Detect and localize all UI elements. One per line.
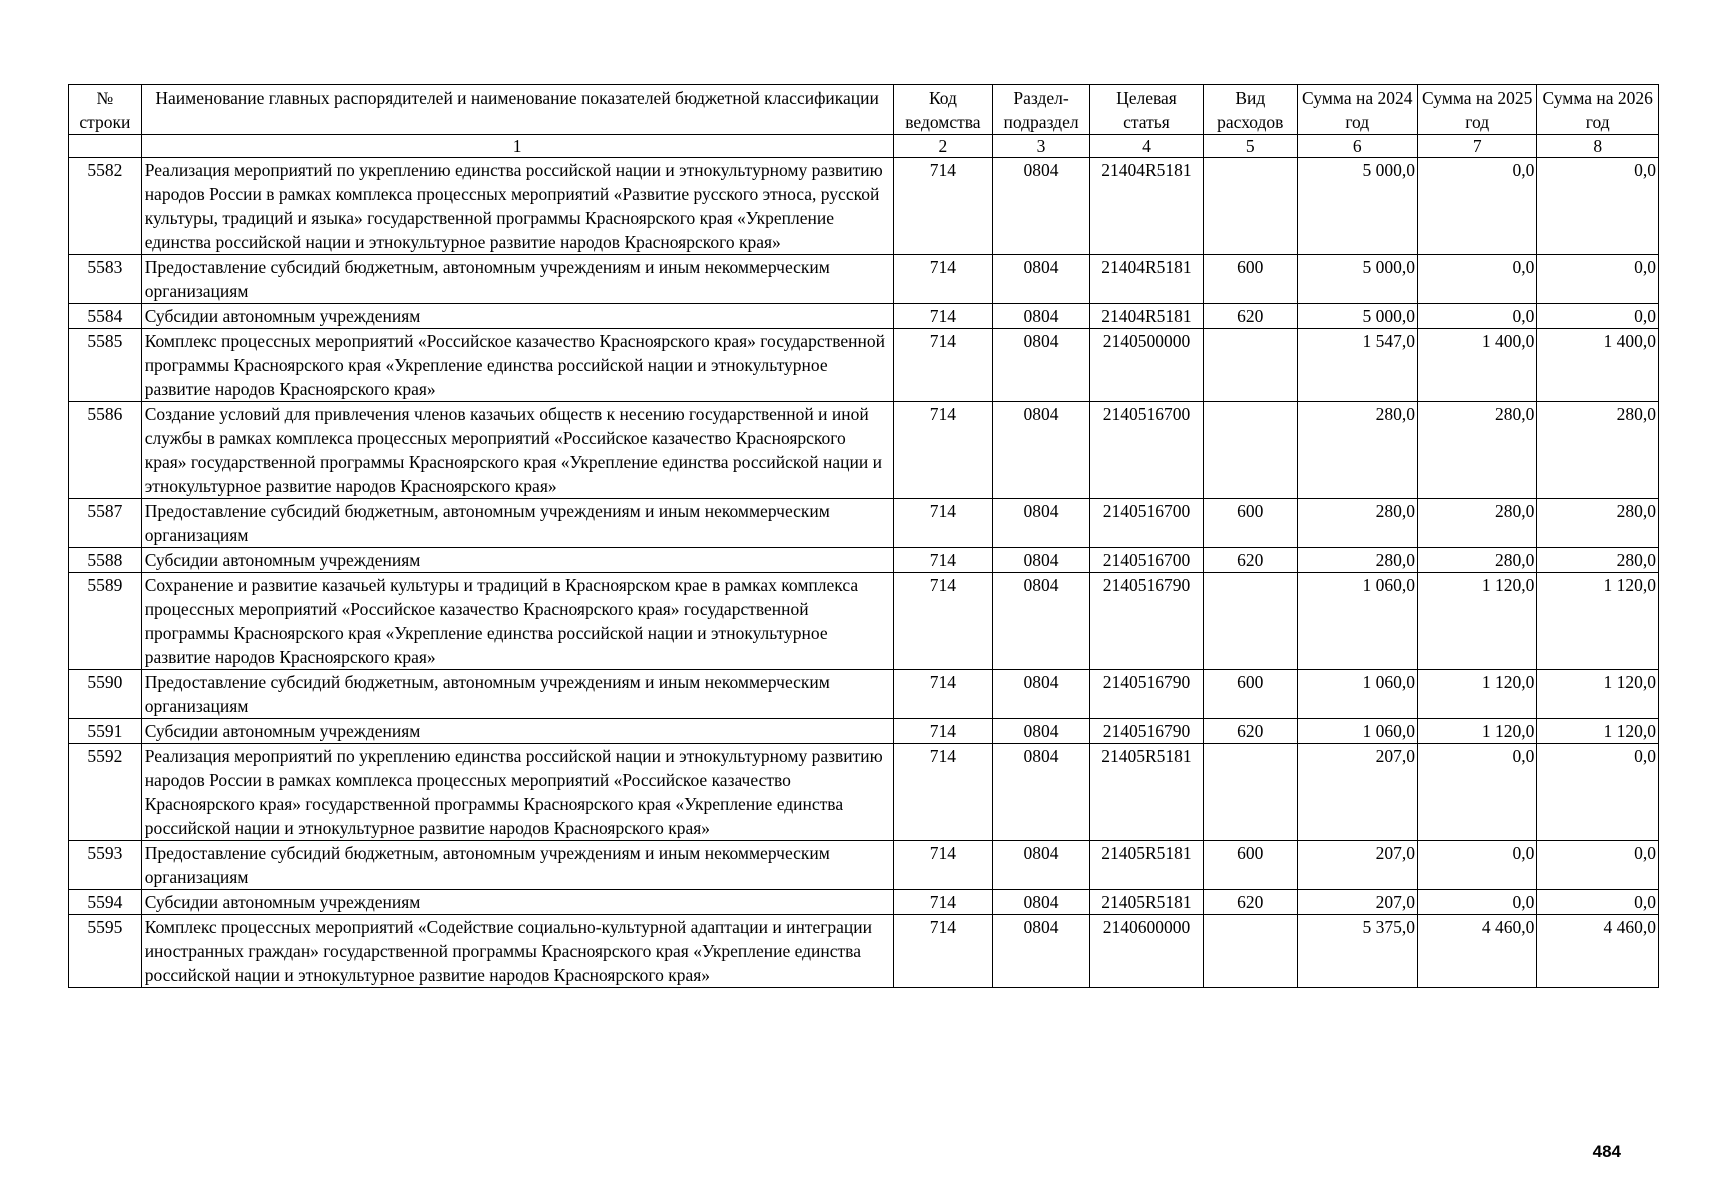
table-row bbox=[69, 744, 1659, 841]
sum-2025: 0,0 bbox=[1418, 744, 1537, 841]
section-code: 0804 bbox=[993, 573, 1090, 670]
sum-2025: 1 120,0 bbox=[1418, 719, 1537, 744]
target-article: 2140516790 bbox=[1089, 719, 1203, 744]
expense-type: 600 bbox=[1204, 499, 1297, 548]
sum-2025: 0,0 bbox=[1418, 890, 1537, 915]
table-row bbox=[69, 915, 1659, 988]
page-number: 484 bbox=[1592, 1142, 1621, 1161]
sum-2024: 280,0 bbox=[1297, 548, 1417, 573]
row-name: Предоставление субсидий бюджетным, автономным учреждениям и иным некоммерческим организациям bbox=[141, 255, 893, 304]
expense-type bbox=[1204, 915, 1297, 988]
section-code: 0804 bbox=[993, 670, 1090, 719]
sum-2024: 5 375,0 bbox=[1297, 915, 1417, 988]
sum-2025: 0,0 bbox=[1418, 255, 1537, 304]
expense-type: 600 bbox=[1204, 841, 1297, 890]
sum-2024: 5 000,0 bbox=[1297, 255, 1417, 304]
sum-2026: 0,0 bbox=[1537, 255, 1659, 304]
row-number: 5584 bbox=[69, 304, 142, 329]
section-code: 0804 bbox=[993, 548, 1090, 573]
target-article: 2140516700 bbox=[1089, 548, 1203, 573]
table-row bbox=[69, 499, 1659, 548]
column-number-4: 4 bbox=[1089, 135, 1203, 158]
sum-2024: 5 000,0 bbox=[1297, 158, 1417, 255]
sum-2024: 1 060,0 bbox=[1297, 670, 1417, 719]
row-number: 5590 bbox=[69, 670, 142, 719]
expense-type: 620 bbox=[1204, 548, 1297, 573]
dept-code: 714 bbox=[893, 841, 993, 890]
row-number: 5593 bbox=[69, 841, 142, 890]
expense-type bbox=[1204, 573, 1297, 670]
target-article: 2140516790 bbox=[1089, 573, 1203, 670]
sum-2025: 280,0 bbox=[1418, 402, 1537, 499]
column-number-1: 1 bbox=[141, 135, 893, 158]
section-code: 0804 bbox=[993, 841, 1090, 890]
sum-2024: 1 060,0 bbox=[1297, 573, 1417, 670]
row-name: Комплекс процессных мероприятий «Содействие социально-культурной адаптации и интеграции иностранных граждан» государственной программы Красноярского края «Укрепление единства российской нации и этнокультурное развитие народов Красноярского края» bbox=[141, 915, 893, 988]
table-row bbox=[69, 402, 1659, 499]
sum-2024: 1 547,0 bbox=[1297, 329, 1417, 402]
table-row bbox=[69, 158, 1659, 255]
section-code: 0804 bbox=[993, 329, 1090, 402]
header-sum-2026: Сумма на 2026 год bbox=[1537, 85, 1659, 135]
dept-code: 714 bbox=[893, 304, 993, 329]
section-code: 0804 bbox=[993, 304, 1090, 329]
table-header bbox=[69, 85, 1659, 158]
sum-2026: 0,0 bbox=[1537, 841, 1659, 890]
row-number: 5586 bbox=[69, 402, 142, 499]
table-row bbox=[69, 329, 1659, 402]
expense-type bbox=[1204, 744, 1297, 841]
row-number: 5594 bbox=[69, 890, 142, 915]
target-article: 2140500000 bbox=[1089, 329, 1203, 402]
row-name: Субсидии автономным учреждениям bbox=[141, 548, 893, 573]
row-name: Субсидии автономным учреждениям bbox=[141, 890, 893, 915]
header-section: Раздел-подраздел bbox=[993, 85, 1090, 135]
expense-type bbox=[1204, 158, 1297, 255]
table-body bbox=[69, 158, 1659, 988]
dept-code: 714 bbox=[893, 402, 993, 499]
row-number: 5592 bbox=[69, 744, 142, 841]
dept-code: 714 bbox=[893, 499, 993, 548]
dept-code: 714 bbox=[893, 890, 993, 915]
dept-code: 714 bbox=[893, 573, 993, 670]
target-article: 21405R5181 bbox=[1089, 841, 1203, 890]
row-number: 5591 bbox=[69, 719, 142, 744]
section-code: 0804 bbox=[993, 499, 1090, 548]
sum-2025: 280,0 bbox=[1418, 548, 1537, 573]
sum-2024: 207,0 bbox=[1297, 841, 1417, 890]
sum-2026: 280,0 bbox=[1537, 499, 1659, 548]
section-code: 0804 bbox=[993, 744, 1090, 841]
row-name: Сохранение и развитие казачьей культуры и традиций в Красноярском крае в рамках комплекса процессных мероприятий «Российское казачество Красноярского края» государственной программы Красноярского края «Укрепление единства российской нации и этнокультурное развитие народов Красноярского края» bbox=[141, 573, 893, 670]
target-article: 21405R5181 bbox=[1089, 744, 1203, 841]
sum-2024: 280,0 bbox=[1297, 499, 1417, 548]
target-article: 21404R5181 bbox=[1089, 158, 1203, 255]
expense-type bbox=[1204, 402, 1297, 499]
dept-code: 714 bbox=[893, 744, 993, 841]
sum-2024: 1 060,0 bbox=[1297, 719, 1417, 744]
expense-type: 620 bbox=[1204, 890, 1297, 915]
expense-type: 600 bbox=[1204, 670, 1297, 719]
sum-2025: 4 460,0 bbox=[1418, 915, 1537, 988]
row-number: 5595 bbox=[69, 915, 142, 988]
sum-2026: 1 120,0 bbox=[1537, 573, 1659, 670]
dept-code: 714 bbox=[893, 548, 993, 573]
column-number-0 bbox=[69, 135, 142, 158]
row-name: Комплекс процессных мероприятий «Российское казачество Красноярского края» государственной программы Красноярского края «Укрепление единства российской нации и этнокультурное развитие народов Красноярского края» bbox=[141, 329, 893, 402]
sum-2026: 0,0 bbox=[1537, 890, 1659, 915]
sum-2025: 280,0 bbox=[1418, 499, 1537, 548]
sum-2024: 5 000,0 bbox=[1297, 304, 1417, 329]
table-row bbox=[69, 841, 1659, 890]
budget-table bbox=[68, 84, 1659, 988]
target-article: 2140516790 bbox=[1089, 670, 1203, 719]
row-name: Субсидии автономным учреждениям bbox=[141, 304, 893, 329]
row-name: Предоставление субсидий бюджетным, автономным учреждениям и иным некоммерческим организациям bbox=[141, 841, 893, 890]
sum-2026: 1 400,0 bbox=[1537, 329, 1659, 402]
section-code: 0804 bbox=[993, 890, 1090, 915]
target-article: 21405R5181 bbox=[1089, 890, 1203, 915]
table-row bbox=[69, 548, 1659, 573]
sum-2026: 1 120,0 bbox=[1537, 670, 1659, 719]
expense-type: 600 bbox=[1204, 255, 1297, 304]
header-sum-2024: Сумма на 2024 год bbox=[1297, 85, 1417, 135]
expense-type: 620 bbox=[1204, 304, 1297, 329]
sum-2026: 1 120,0 bbox=[1537, 719, 1659, 744]
sum-2026: 280,0 bbox=[1537, 548, 1659, 573]
sum-2026: 0,0 bbox=[1537, 304, 1659, 329]
sum-2025: 0,0 bbox=[1418, 158, 1537, 255]
expense-type: 620 bbox=[1204, 719, 1297, 744]
budget-table-sheet bbox=[68, 84, 1659, 988]
sum-2026: 4 460,0 bbox=[1537, 915, 1659, 988]
sum-2026: 0,0 bbox=[1537, 158, 1659, 255]
table-row bbox=[69, 255, 1659, 304]
row-number: 5589 bbox=[69, 573, 142, 670]
row-number: 5582 bbox=[69, 158, 142, 255]
row-number: 5587 bbox=[69, 499, 142, 548]
section-code: 0804 bbox=[993, 719, 1090, 744]
sum-2025: 1 400,0 bbox=[1418, 329, 1537, 402]
section-code: 0804 bbox=[993, 158, 1090, 255]
sum-2024: 207,0 bbox=[1297, 890, 1417, 915]
column-number-7: 7 bbox=[1418, 135, 1537, 158]
row-name: Предоставление субсидий бюджетным, автономным учреждениям и иным некоммерческим организациям bbox=[141, 670, 893, 719]
header-name: Наименование главных распорядителей и наименование показателей бюджетной классификации bbox=[141, 85, 893, 135]
sum-2024: 207,0 bbox=[1297, 744, 1417, 841]
column-number-2: 2 bbox=[893, 135, 993, 158]
table-row bbox=[69, 670, 1659, 719]
row-number: 5583 bbox=[69, 255, 142, 304]
expense-type bbox=[1204, 329, 1297, 402]
table-row bbox=[69, 890, 1659, 915]
target-article: 2140600000 bbox=[1089, 915, 1203, 988]
table-row bbox=[69, 719, 1659, 744]
header-expense-type: Вид расходов bbox=[1204, 85, 1297, 135]
row-name: Реализация мероприятий по укреплению единства российской нации и этнокультурному развитию народов России в рамках комплекса процессных мероприятий «Российское казачество Красноярского края» государственной программы Красноярского края «Укрепление единства российской нации и этнокультурное развитие народов Красноярского края» bbox=[141, 744, 893, 841]
target-article: 21404R5181 bbox=[1089, 255, 1203, 304]
column-number-6: 6 bbox=[1297, 135, 1417, 158]
target-article: 2140516700 bbox=[1089, 499, 1203, 548]
sum-2025: 0,0 bbox=[1418, 841, 1537, 890]
section-code: 0804 bbox=[993, 402, 1090, 499]
dept-code: 714 bbox=[893, 255, 993, 304]
dept-code: 714 bbox=[893, 329, 993, 402]
row-name: Создание условий для привлечения членов казачьих обществ к несению государственной и иной службы в рамках комплекса процессных мероприятий «Российское казачество Красноярского края» государственной программы Красноярского края «Укрепление единства российской нации и этнокультурное развитие народов Красноярского края» bbox=[141, 402, 893, 499]
header-dept-code: Код ведомства bbox=[893, 85, 993, 135]
dept-code: 714 bbox=[893, 915, 993, 988]
row-name: Реализация мероприятий по укреплению единства российской нации и этнокультурному развитию народов России в рамках комплекса процессных мероприятий «Развитие русского этноса, русской культуры, традиций и языка» государственной программы Красноярского края «Укрепление единства российской нации и этнокультурное развитие народов Красноярского края» bbox=[141, 158, 893, 255]
header-row-number: № строки bbox=[69, 85, 142, 135]
dept-code: 714 bbox=[893, 719, 993, 744]
sum-2025: 1 120,0 bbox=[1418, 573, 1537, 670]
header-target-article: Целевая статья bbox=[1089, 85, 1203, 135]
sum-2025: 0,0 bbox=[1418, 304, 1537, 329]
sum-2024: 280,0 bbox=[1297, 402, 1417, 499]
row-number: 5588 bbox=[69, 548, 142, 573]
section-code: 0804 bbox=[993, 255, 1090, 304]
dept-code: 714 bbox=[893, 670, 993, 719]
target-article: 21404R5181 bbox=[1089, 304, 1203, 329]
target-article: 2140516700 bbox=[1089, 402, 1203, 499]
table-row bbox=[69, 304, 1659, 329]
column-number-3: 3 bbox=[993, 135, 1090, 158]
table-row bbox=[69, 573, 1659, 670]
header-sum-2025: Сумма на 2025 год bbox=[1418, 85, 1537, 135]
section-code: 0804 bbox=[993, 915, 1090, 988]
column-number-5: 5 bbox=[1204, 135, 1297, 158]
column-number-8: 8 bbox=[1537, 135, 1659, 158]
row-number: 5585 bbox=[69, 329, 142, 402]
sum-2026: 0,0 bbox=[1537, 744, 1659, 841]
dept-code: 714 bbox=[893, 158, 993, 255]
row-name: Субсидии автономным учреждениям bbox=[141, 719, 893, 744]
sum-2025: 1 120,0 bbox=[1418, 670, 1537, 719]
sum-2026: 280,0 bbox=[1537, 402, 1659, 499]
row-name: Предоставление субсидий бюджетным, автономным учреждениям и иным некоммерческим организациям bbox=[141, 499, 893, 548]
